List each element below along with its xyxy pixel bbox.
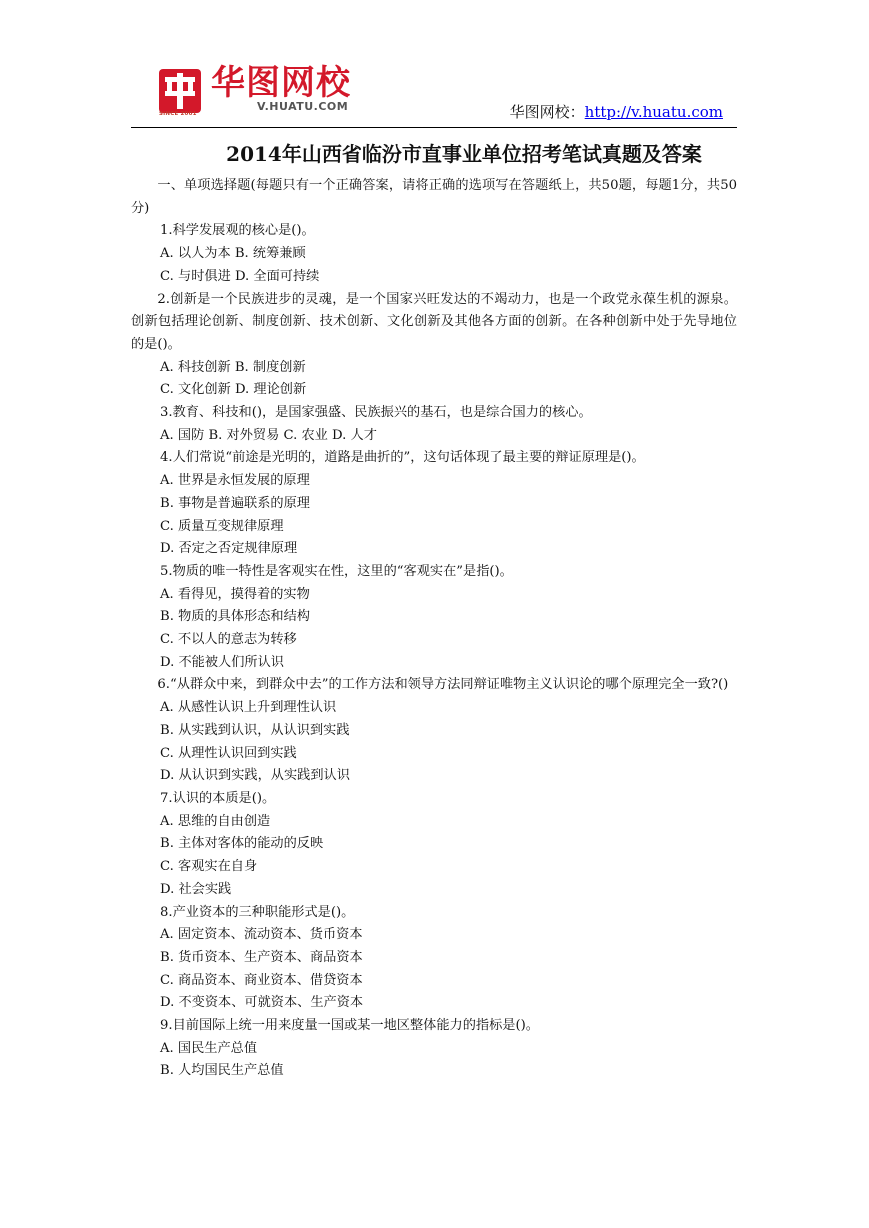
- question-3-stem: 3.教育、科技和()，是国家强盛、民族振兴的基石，也是综合国力的核心。: [160, 405, 592, 421]
- question-9-option-a: A. 国民生产总值: [160, 1040, 258, 1056]
- section-intro: 一、单项选择题(每题只有一个正确答案，请将正确的选项写在答题纸上，共50题，每题1分，共50分): [131, 178, 737, 216]
- question-5-stem: 5.物质的唯一特性是客观实在性，这里的“客观实在”是指()。: [160, 563, 513, 579]
- question-4-option-b: B. 事物是普遍联系的原理: [160, 495, 310, 511]
- question-5-option-a: A. 看得见，摸得着的实物: [160, 586, 310, 602]
- huatu-logo-icon: [159, 69, 201, 113]
- header-divider: [131, 127, 737, 128]
- question-5-option-c: C. 不以人的意志为转移: [160, 632, 297, 648]
- question-7-option-d: D. 社会实践: [160, 881, 232, 897]
- question-2-options-ab: A. 科技创新 B. 制度创新: [160, 359, 306, 375]
- question-7-option-b: B. 主体对客体的能动的反映: [160, 836, 324, 852]
- site-link-line: [510, 101, 723, 122]
- logo-chinese-name: 华图网校: [211, 63, 351, 103]
- question-3-options: A. 国防 B. 对外贸易 C. 农业 D. 人才: [160, 427, 377, 443]
- question-4-stem: 4.人们常说“前途是光明的，道路是曲折的”，这句话体现了最主要的辩证原理是()。: [160, 450, 645, 466]
- question-6-option-b: B. 从实践到认识，从认识到实践: [160, 722, 350, 738]
- question-2-options-cd: C. 文化创新 D. 理论创新: [160, 382, 307, 398]
- document-title: 2014年山西省临汾市直事业单位招考笔试真题及答案: [226, 142, 702, 166]
- question-7-option-c: C. 客观实在自身: [160, 859, 258, 875]
- logo-english-name: V.HUATU.COM: [257, 100, 349, 113]
- site-url-link[interactable]: http://v.huatu.com: [584, 103, 723, 121]
- question-2-stem: 2.创新是一个民族进步的灵魂，是一个国家兴旺发达的不竭动力，也是一个政党永葆生机的源泉。创新包括理论创新、制度创新、技术创新、文化创新及其他各方面的创新。在各种创新中处于先导地位的是()。: [131, 291, 737, 352]
- question-4-option-a: A. 世界是永恒发展的原理: [160, 473, 310, 489]
- question-6-option-d: D. 从认识到实践，从实践到认识: [160, 768, 350, 784]
- question-8-option-a: A. 固定资本、流动资本、货币资本: [160, 927, 363, 943]
- question-8-option-b: B. 货币资本、生产资本、商品资本: [160, 949, 363, 965]
- question-6-option-c: C. 从理性认识回到实践: [160, 745, 297, 761]
- page-header: [131, 62, 737, 128]
- document-body: [131, 175, 737, 1083]
- site-label: 华图网校：: [509, 103, 585, 121]
- question-4-option-c: C. 质量互变规律原理: [160, 518, 284, 534]
- question-1-stem: 1.科学发展观的核心是()。: [160, 223, 315, 239]
- question-8-stem: 8.产业资本的三种职能形式是()。: [160, 904, 355, 920]
- question-8-option-c: C. 商品资本、商业资本、借贷资本: [160, 972, 363, 988]
- question-6-stem: 6.“从群众中来，到群众中去”的工作方法和领导方法同辩证唯物主义认识论的哪个原理完全一致?(): [157, 677, 729, 693]
- question-4-option-d: D. 否定之否定规律原理: [160, 541, 298, 557]
- question-9-option-b: B. 人均国民生产总值: [160, 1063, 284, 1079]
- logo-since-text: SINCE 2001: [159, 111, 197, 117]
- question-1-options-ab: A. 以人为本 B. 统筹兼顾: [160, 246, 306, 262]
- question-7-option-a: A. 思维的自由创造: [160, 813, 271, 829]
- question-5-option-b: B. 物质的具体形态和结构: [160, 609, 310, 625]
- question-8-option-d: D. 不变资本、可就资本、生产资本: [160, 995, 364, 1011]
- question-9-stem: 9.目前国际上统一用来度量一国或某一地区整体能力的指标是()。: [160, 1018, 539, 1034]
- question-6-option-a: A. 从感性认识上升到理性认识: [160, 700, 337, 716]
- question-5-option-d: D. 不能被人们所认识: [160, 654, 284, 670]
- question-1-options-cd: C. 与时俱进 D. 全面可持续: [160, 268, 320, 284]
- question-7-stem: 7.认识的本质是()。: [160, 790, 276, 806]
